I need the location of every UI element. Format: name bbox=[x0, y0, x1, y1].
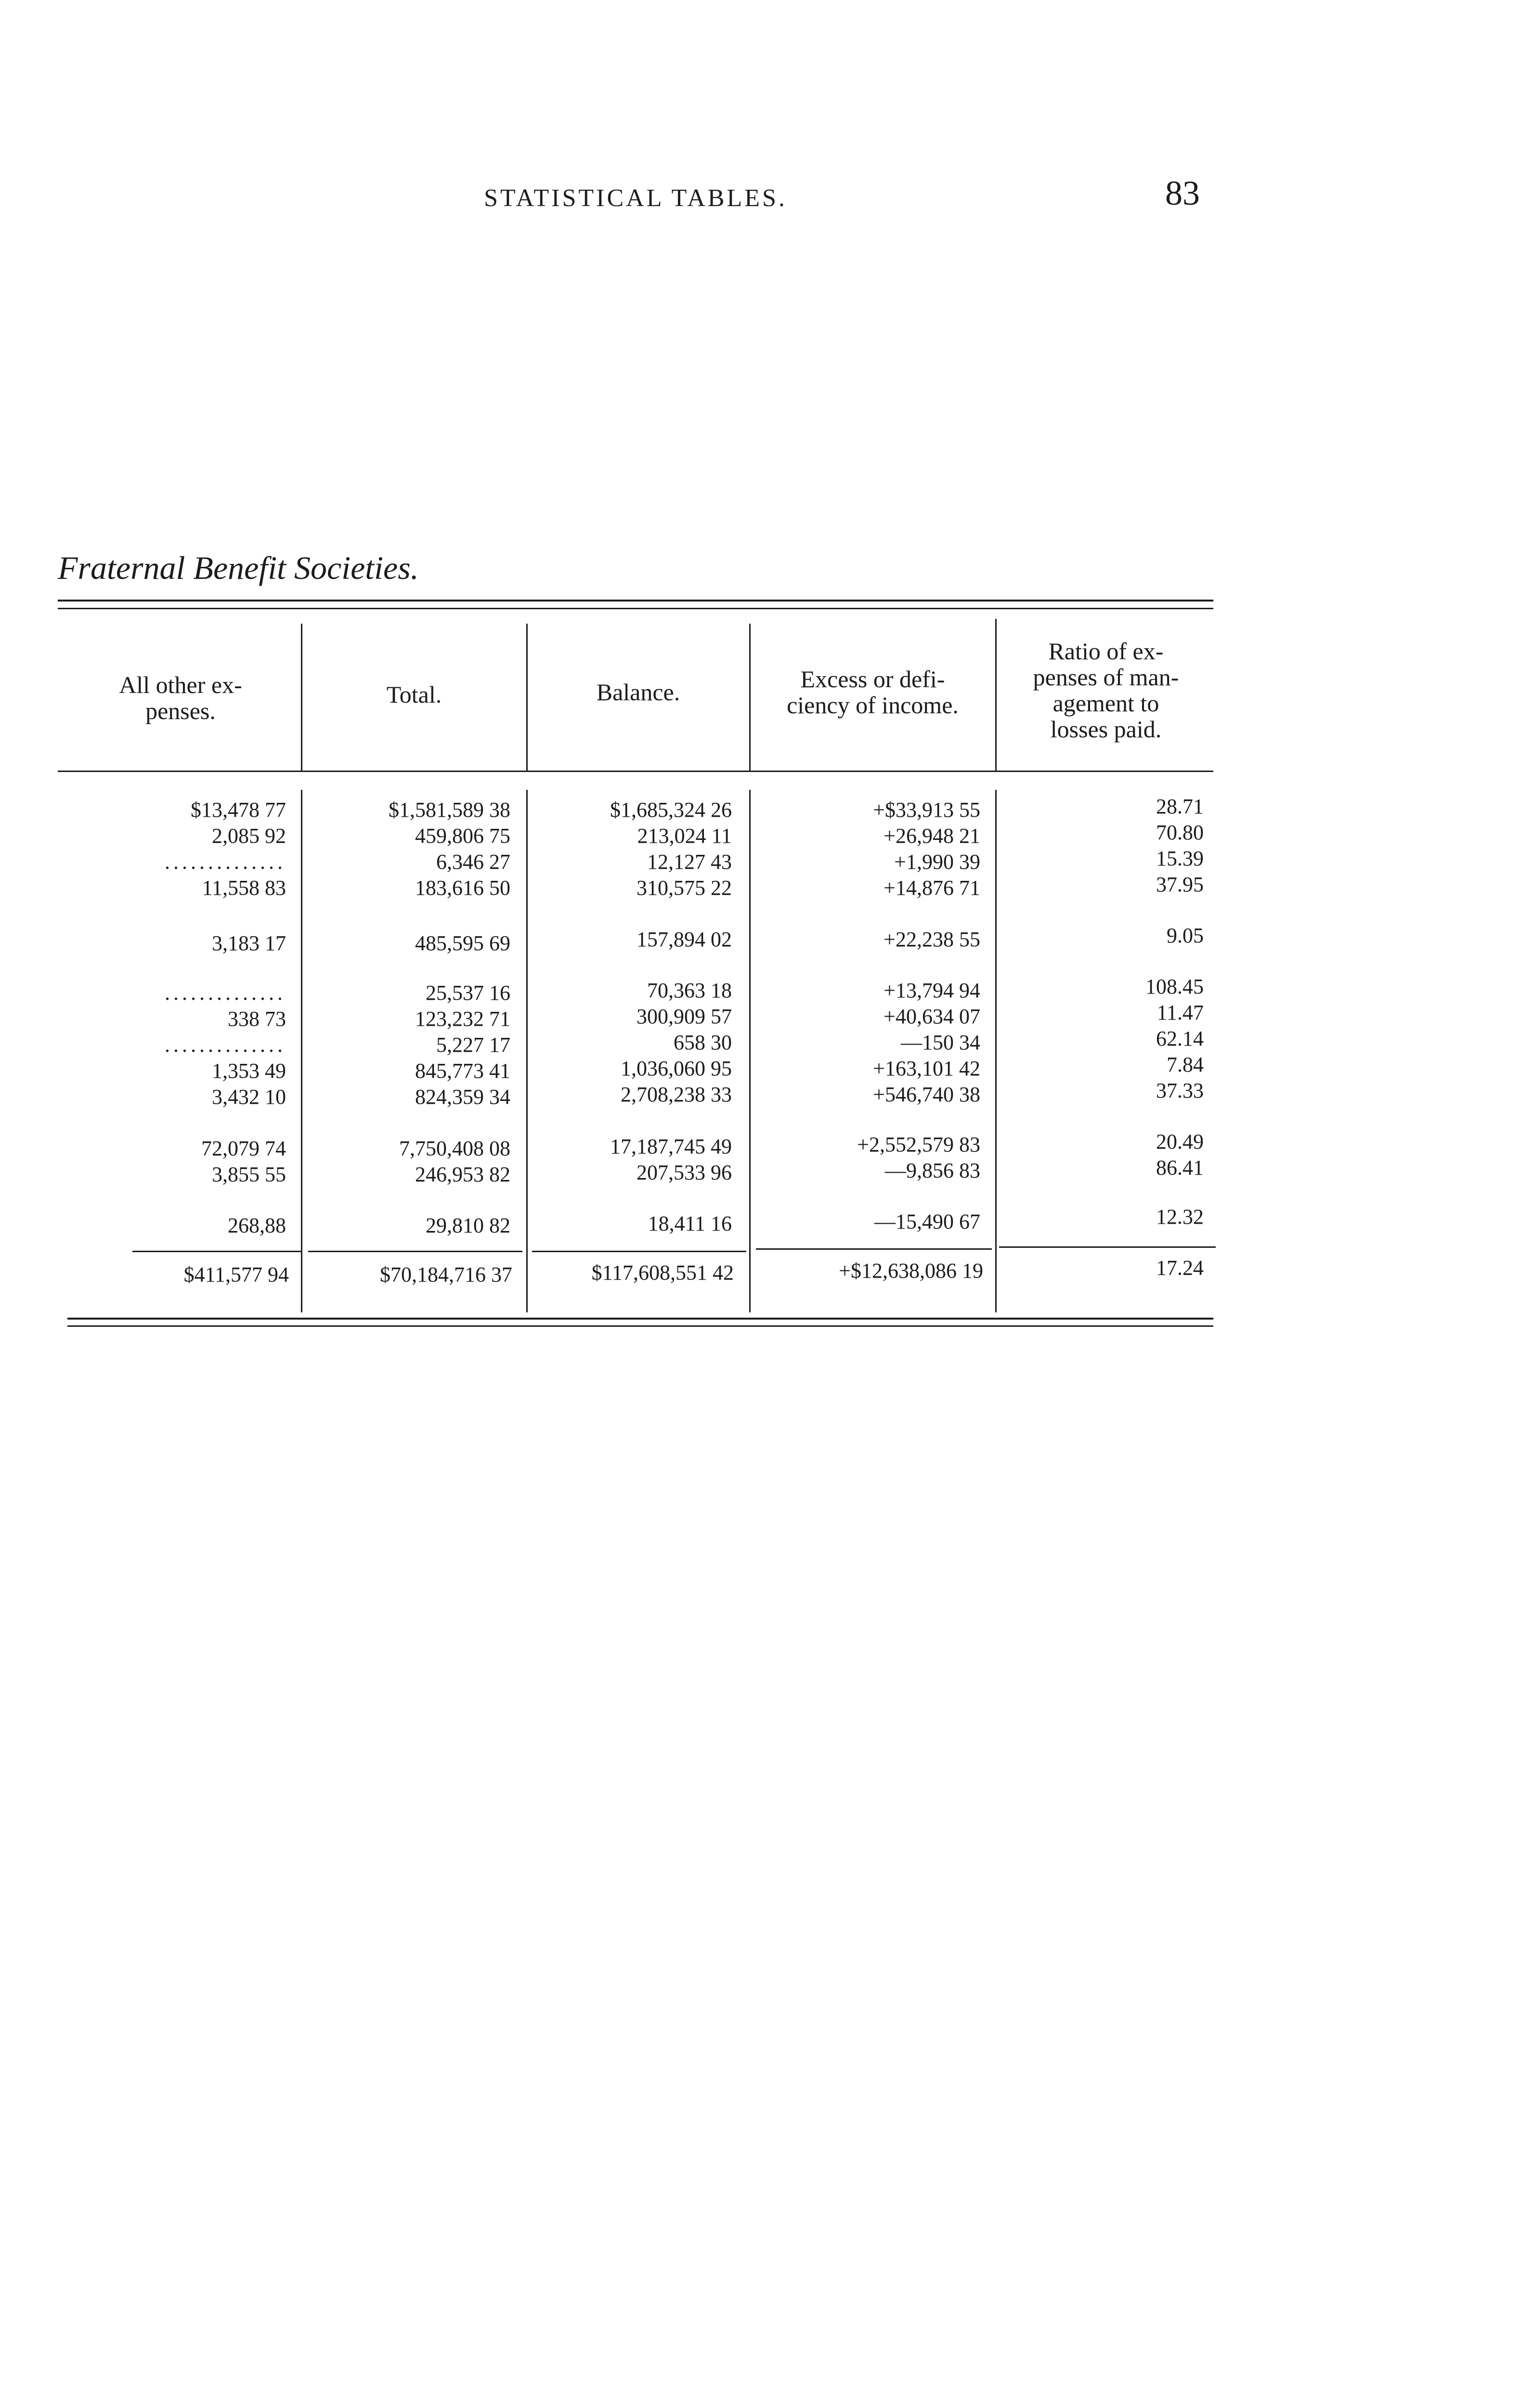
cell-other-expenses: 268,88 bbox=[228, 1214, 286, 1237]
cell-other-expenses: $13,478 77 bbox=[191, 798, 286, 822]
cell-other-expenses: 3,855 55 bbox=[212, 1163, 286, 1186]
cell-other-expenses: .............. bbox=[165, 850, 286, 874]
cell-excess: +163,101 42 bbox=[873, 1057, 980, 1080]
cell-total: 123,232 71 bbox=[415, 1007, 510, 1031]
cell-excess: —15,490 67 bbox=[874, 1210, 980, 1233]
cell-total: 29,810 82 bbox=[426, 1214, 510, 1237]
cell-total: 246,953 82 bbox=[415, 1163, 510, 1186]
table-title: Fraternal Benefit Societies. bbox=[58, 550, 419, 586]
header-divider bbox=[749, 624, 751, 771]
table-bottom-rule bbox=[67, 1318, 1213, 1320]
cell-balance: 207,533 96 bbox=[637, 1161, 732, 1184]
cell-balance: 658 30 bbox=[674, 1031, 732, 1054]
cell-excess: +14,876 71 bbox=[883, 876, 980, 900]
cell-excess: —9,856 83 bbox=[885, 1159, 980, 1182]
cell-total: 6,346 27 bbox=[436, 850, 510, 874]
cell-excess: +546,740 38 bbox=[873, 1083, 980, 1106]
cell-excess: +$33,913 55 bbox=[873, 798, 980, 822]
column-header-excess-deficiency: Excess or defi- ciency of income. bbox=[787, 666, 959, 719]
cell-excess: —150 34 bbox=[901, 1031, 980, 1054]
cell-total: 183,616 50 bbox=[415, 876, 510, 900]
cell-ratio: 62.14 bbox=[1156, 1027, 1204, 1050]
cell-ratio: 108.45 bbox=[1145, 975, 1204, 998]
cell-other-expenses: 2,085 92 bbox=[212, 824, 286, 848]
running-head: STATISTICAL TABLES. bbox=[484, 184, 787, 212]
cell-excess: +40,634 07 bbox=[883, 1005, 980, 1028]
cell-ratio: 11.47 bbox=[1156, 1001, 1204, 1024]
cell-balance: 213,024 11 bbox=[637, 824, 732, 848]
cell-balance: 12,127 43 bbox=[647, 850, 732, 874]
cell-other-expenses: 1,353 49 bbox=[212, 1059, 286, 1083]
table-top-rule-inner bbox=[58, 608, 1213, 609]
cell-excess: +2,552,579 83 bbox=[857, 1133, 980, 1156]
cell-ratio: 20.49 bbox=[1156, 1130, 1204, 1153]
cell-ratio: 86.41 bbox=[1156, 1156, 1204, 1179]
cell-ratio: 7.84 bbox=[1167, 1053, 1204, 1076]
cell-ratio: 70.80 bbox=[1156, 821, 1204, 844]
cell-total: 845,773 41 bbox=[415, 1059, 510, 1083]
total-excess: +$12,638,086 19 bbox=[839, 1259, 983, 1283]
cell-ratio: 12.32 bbox=[1156, 1205, 1204, 1229]
header-divider bbox=[301, 624, 302, 771]
body-divider bbox=[301, 790, 302, 1312]
column-header-ratio: Ratio of ex- penses of man- agement to losses paid. bbox=[1033, 638, 1179, 743]
cell-excess: +1,990 39 bbox=[894, 850, 980, 874]
cell-other-expenses: 3,183 17 bbox=[212, 931, 286, 955]
cell-total: 7,750,408 08 bbox=[399, 1137, 510, 1160]
cell-balance: 18,411 16 bbox=[648, 1212, 732, 1235]
column-header-balance: Balance. bbox=[596, 679, 680, 706]
cell-balance: 310,575 22 bbox=[637, 876, 732, 900]
column-header-total: Total. bbox=[386, 681, 442, 708]
cell-total: 824,359 34 bbox=[415, 1085, 510, 1109]
cell-other-expenses: 338 73 bbox=[228, 1007, 286, 1031]
cell-balance: $1,685,324 26 bbox=[610, 798, 732, 822]
totals-rule bbox=[132, 1251, 301, 1252]
cell-excess: +26,948 21 bbox=[883, 824, 980, 848]
cell-other-expenses: 72,079 74 bbox=[201, 1137, 286, 1160]
page-number: 83 bbox=[1165, 174, 1200, 212]
cell-ratio: 28.71 bbox=[1156, 795, 1204, 818]
body-divider bbox=[749, 790, 751, 1312]
header-divider bbox=[526, 624, 528, 771]
cell-total: 485,595 69 bbox=[415, 931, 510, 955]
body-divider bbox=[526, 790, 528, 1312]
cell-ratio: 9.05 bbox=[1167, 924, 1204, 947]
cell-balance: 300,909 57 bbox=[637, 1005, 732, 1028]
cell-total: 5,227 17 bbox=[436, 1033, 510, 1057]
total-balance: $117,608,551 42 bbox=[591, 1261, 734, 1284]
total-ratio: 17.24 bbox=[1156, 1256, 1204, 1280]
cell-total: 459,806 75 bbox=[415, 824, 510, 848]
cell-total: $1,581,589 38 bbox=[389, 798, 510, 822]
header-divider bbox=[995, 619, 997, 771]
cell-other-expenses: 3,432 10 bbox=[212, 1085, 286, 1109]
cell-balance: 157,894 02 bbox=[637, 928, 732, 951]
totals-rule bbox=[999, 1246, 1216, 1248]
table-top-rule bbox=[58, 600, 1213, 602]
cell-other-expenses: .............. bbox=[165, 1033, 286, 1057]
cell-ratio: 15.39 bbox=[1156, 847, 1204, 870]
totals-rule bbox=[308, 1251, 522, 1252]
cell-balance: 70,363 18 bbox=[647, 979, 732, 1002]
table-bottom-rule-inner bbox=[67, 1325, 1213, 1327]
cell-ratio: 37.95 bbox=[1156, 873, 1204, 896]
cell-balance: 2,708,238 33 bbox=[621, 1083, 732, 1106]
cell-balance: 17,187,745 49 bbox=[610, 1135, 732, 1158]
total-other-expenses: $411,577 94 bbox=[183, 1263, 289, 1286]
cell-excess: +22,238 55 bbox=[883, 928, 980, 951]
totals-rule bbox=[756, 1248, 992, 1250]
cell-balance: 1,036,060 95 bbox=[621, 1057, 732, 1080]
total-total: $70,184,716 37 bbox=[380, 1263, 512, 1286]
cell-other-expenses: .............. bbox=[165, 981, 286, 1005]
body-divider bbox=[995, 790, 997, 1312]
column-header-other-expenses: All other ex- penses. bbox=[119, 671, 242, 724]
totals-rule bbox=[532, 1251, 746, 1252]
cell-excess: +13,794 94 bbox=[883, 979, 980, 1002]
cell-total: 25,537 16 bbox=[426, 981, 510, 1005]
cell-ratio: 37.33 bbox=[1156, 1079, 1204, 1102]
cell-other-expenses: 11,558 83 bbox=[202, 876, 286, 900]
header-bottom-rule bbox=[58, 771, 1213, 772]
